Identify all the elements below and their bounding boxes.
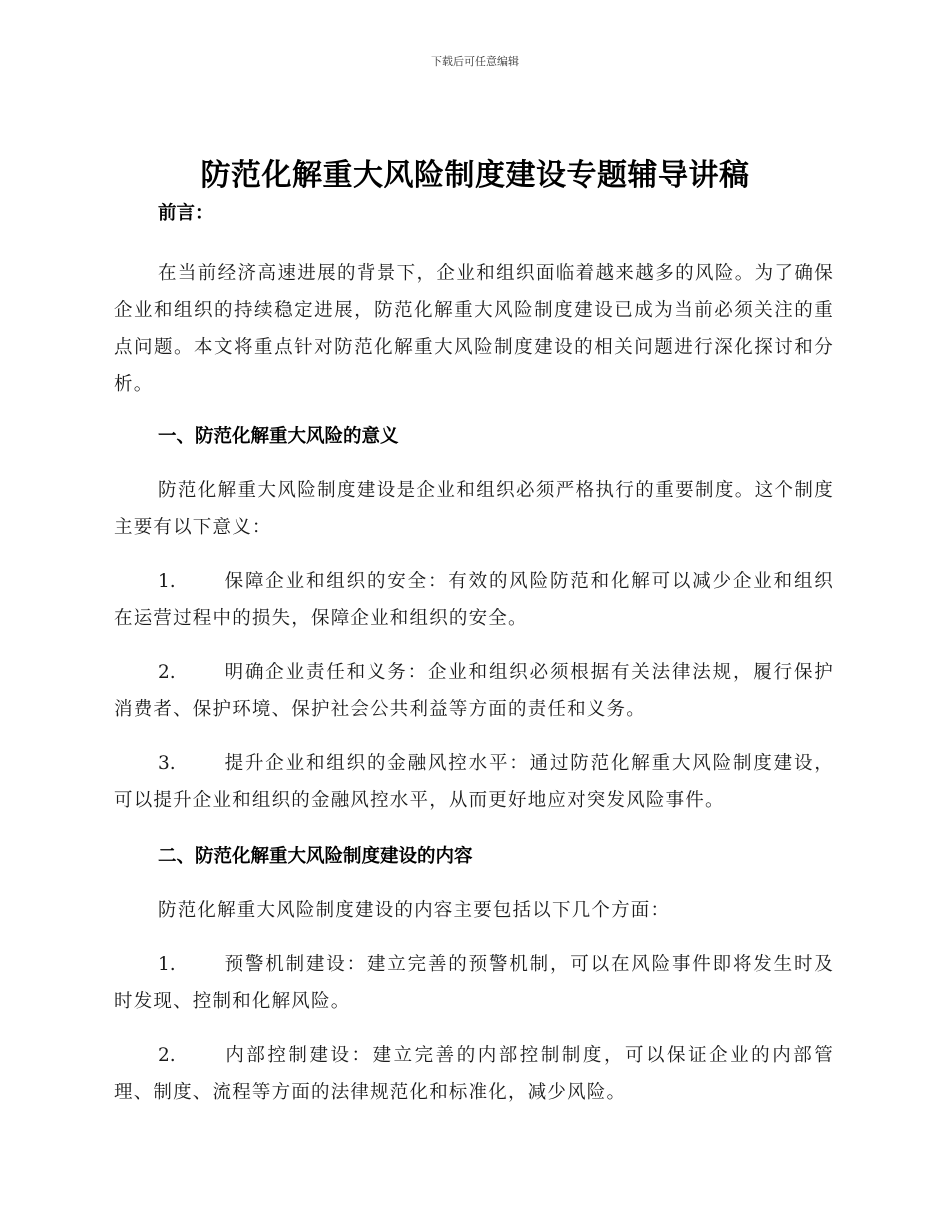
list-item-number: 1. [158,571,176,592]
section-1-heading: 一、防范化解重大风险的意义 [158,426,399,447]
section-1-intro: 防范化解重大风险制度建设是企业和组织必须严格执行的重要制度。这个制度主要有以下意义： [114,480,834,538]
list-item-number: 3. [158,753,176,774]
list-item-text: 提升企业和组织的金融风控水平：通过防范化解重大风险制度建设，可以提升企业和组织的金融风控水平，从而更好地应对突发风险事件。 [114,753,834,811]
list-item-number: 1. [158,954,176,975]
preface-heading: 前言： [158,203,214,224]
list-item-number: 2. [158,1045,176,1066]
list-item-text: 明确企业责任和义务：企业和组织必须根据有关法律法规，履行保护消费者、保护环境、保护社会公共利益等方面的责任和义务。 [114,662,834,720]
list-item [114,654,834,728]
preface-paragraph: 在当前经济高速进展的背景下，企业和组织面临着越来越多的风险。为了确保企业和组织的持续稳定进展，防范化解重大风险制度建设已成为当前必须关注的重点问题。本文将重点针对防范化解重大风险制度建设的相关问题进行深化探讨和分析。 [114,263,834,395]
list-item-text: 内部控制建设：建立完善的内部控制制度，可以保证企业的内部管理、制度、流程等方面的法律规范化和标准化，减少风险。 [114,1045,834,1103]
document-body [114,202,834,1111]
list-item [114,745,834,819]
list-item [114,563,834,637]
page-header-note: 下载后可任意编辑 [431,55,519,68]
list-item [114,1037,834,1111]
list-item-text: 预警机制建设：建立完善的预警机制，可以在风险事件即将发生时及时发现、控制和化解风险。 [114,954,834,1012]
section-2-heading: 二、防范化解重大风险制度建设的内容 [158,846,473,867]
document-title: 防范化解重大风险制度建设专题辅导讲稿 [200,158,750,193]
section-2-intro: 防范化解重大风险制度建设的内容主要包括以下几个方面： [158,900,671,921]
list-item-text: 保障企业和组织的安全：有效的风险防范和化解可以减少企业和组织在运营过程中的损失，保障企业和组织的安全。 [114,571,834,629]
list-item-number: 2. [158,662,176,683]
list-item [114,946,834,1020]
